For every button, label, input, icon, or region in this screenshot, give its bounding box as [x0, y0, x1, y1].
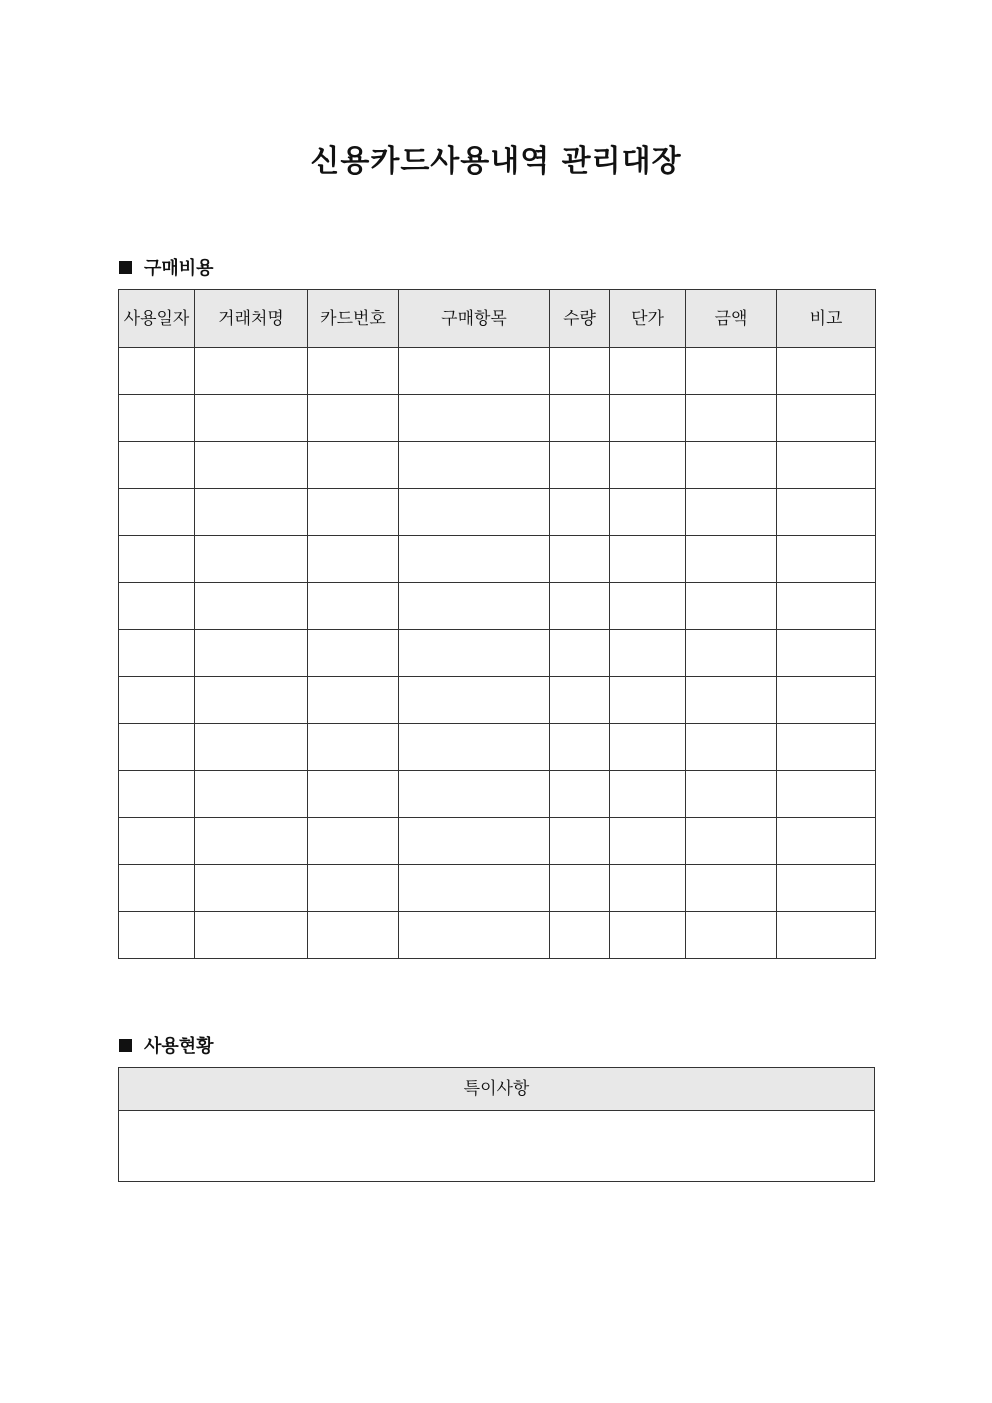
col-header-quantity: 수량	[550, 290, 610, 348]
cell-remarks[interactable]	[777, 677, 876, 724]
cell-card-number[interactable]	[308, 865, 399, 912]
purchase-section-heading	[119, 254, 214, 280]
status-header-row	[119, 1068, 875, 1111]
cell-quantity[interactable]	[550, 489, 610, 536]
cell-amount[interactable]	[686, 818, 777, 865]
cell-remarks[interactable]	[777, 724, 876, 771]
table-row	[119, 865, 876, 912]
col-header-date: 사용일자	[119, 290, 195, 348]
cell-card-number[interactable]	[308, 630, 399, 677]
table-row	[119, 771, 876, 818]
table-row	[119, 442, 876, 489]
cell-item[interactable]	[399, 724, 550, 771]
col-header-amount: 금액	[686, 290, 777, 348]
cell-item[interactable]	[399, 442, 550, 489]
cell-vendor[interactable]	[195, 677, 308, 724]
col-header-remarks: 비고	[777, 290, 876, 348]
cell-vendor[interactable]	[195, 348, 308, 395]
cell-quantity[interactable]	[550, 348, 610, 395]
cell-item[interactable]	[399, 536, 550, 583]
cell-card-number[interactable]	[308, 489, 399, 536]
cell-date[interactable]	[119, 677, 195, 724]
cell-date[interactable]	[119, 818, 195, 865]
cell-item[interactable]	[399, 677, 550, 724]
cell-vendor[interactable]	[195, 818, 308, 865]
cell-vendor[interactable]	[195, 536, 308, 583]
table-row	[119, 677, 876, 724]
cell-item[interactable]	[399, 630, 550, 677]
cell-vendor[interactable]	[195, 865, 308, 912]
cell-card-number[interactable]	[308, 348, 399, 395]
cell-card-number[interactable]	[308, 536, 399, 583]
cell-unit-price[interactable]	[610, 912, 686, 959]
cell-amount[interactable]	[686, 442, 777, 489]
table-row	[119, 536, 876, 583]
purchase-header-row	[119, 290, 876, 348]
cell-card-number[interactable]	[308, 677, 399, 724]
cell-date[interactable]	[119, 630, 195, 677]
cell-date[interactable]	[119, 724, 195, 771]
cell-amount[interactable]	[686, 348, 777, 395]
cell-date[interactable]	[119, 865, 195, 912]
status-table	[118, 1067, 875, 1182]
cell-date[interactable]	[119, 442, 195, 489]
cell-amount[interactable]	[686, 865, 777, 912]
cell-item[interactable]	[399, 583, 550, 630]
cell-remarks[interactable]	[777, 818, 876, 865]
cell-quantity[interactable]	[550, 442, 610, 489]
cell-unit-price[interactable]	[610, 583, 686, 630]
cell-amount[interactable]	[686, 677, 777, 724]
col-header-special-notes: 특이사항	[119, 1068, 875, 1111]
cell-unit-price[interactable]	[610, 630, 686, 677]
cell-quantity[interactable]	[550, 818, 610, 865]
cell-amount[interactable]	[686, 395, 777, 442]
cell-remarks[interactable]	[777, 630, 876, 677]
table-row	[119, 630, 876, 677]
cell-item[interactable]	[399, 348, 550, 395]
cell-remarks[interactable]	[777, 536, 876, 583]
cell-item[interactable]	[399, 865, 550, 912]
status-section-heading	[119, 1032, 214, 1058]
cell-date[interactable]	[119, 583, 195, 630]
cell-unit-price[interactable]	[610, 348, 686, 395]
cell-card-number[interactable]	[308, 771, 399, 818]
purchase-section-label: 구매비용	[144, 258, 214, 279]
cell-unit-price[interactable]	[610, 818, 686, 865]
table-row	[119, 724, 876, 771]
cell-card-number[interactable]	[308, 912, 399, 959]
cell-remarks[interactable]	[777, 348, 876, 395]
cell-vendor[interactable]	[195, 771, 308, 818]
cell-vendor[interactable]	[195, 630, 308, 677]
col-header-unit-price: 단가	[610, 290, 686, 348]
cell-vendor[interactable]	[195, 442, 308, 489]
cell-amount[interactable]	[686, 536, 777, 583]
cell-vendor[interactable]	[195, 583, 308, 630]
cell-quantity[interactable]	[550, 630, 610, 677]
cell-amount[interactable]	[686, 771, 777, 818]
cell-item[interactable]	[399, 818, 550, 865]
cell-vendor[interactable]	[195, 395, 308, 442]
cell-quantity[interactable]	[550, 912, 610, 959]
cell-item[interactable]	[399, 489, 550, 536]
status-section-label: 사용현황	[144, 1036, 214, 1057]
cell-amount[interactable]	[686, 724, 777, 771]
cell-quantity[interactable]	[550, 395, 610, 442]
cell-quantity[interactable]	[550, 536, 610, 583]
col-header-item: 구매항목	[399, 290, 550, 348]
cell-date[interactable]	[119, 489, 195, 536]
cell-quantity[interactable]	[550, 677, 610, 724]
cell-item[interactable]	[399, 395, 550, 442]
cell-date[interactable]	[119, 348, 195, 395]
page-title: 신용카드사용내역 관리대장	[310, 144, 682, 179]
cell-date[interactable]	[119, 912, 195, 959]
cell-unit-price[interactable]	[610, 771, 686, 818]
cell-date[interactable]	[119, 771, 195, 818]
table-row	[119, 818, 876, 865]
cell-remarks[interactable]	[777, 489, 876, 536]
cell-unit-price[interactable]	[610, 395, 686, 442]
cell-unit-price[interactable]	[610, 489, 686, 536]
cell-remarks[interactable]	[777, 442, 876, 489]
cell-vendor[interactable]	[195, 489, 308, 536]
cell-quantity[interactable]	[550, 865, 610, 912]
cell-vendor[interactable]	[195, 912, 308, 959]
cell-amount[interactable]	[686, 583, 777, 630]
cell-vendor[interactable]	[195, 724, 308, 771]
cell-quantity[interactable]	[550, 724, 610, 771]
cell-date[interactable]	[119, 536, 195, 583]
cell-card-number[interactable]	[308, 395, 399, 442]
purchase-table	[118, 289, 876, 959]
cell-unit-price[interactable]	[610, 724, 686, 771]
table-row	[119, 912, 876, 959]
cell-card-number[interactable]	[308, 724, 399, 771]
cell-unit-price[interactable]	[610, 677, 686, 724]
cell-quantity[interactable]	[550, 771, 610, 818]
special-notes-cell[interactable]	[119, 1111, 875, 1182]
cell-remarks[interactable]	[777, 395, 876, 442]
cell-card-number[interactable]	[308, 583, 399, 630]
cell-amount[interactable]	[686, 912, 777, 959]
cell-unit-price[interactable]	[610, 865, 686, 912]
table-row	[119, 583, 876, 630]
status-note-row	[119, 1111, 875, 1182]
cell-date[interactable]	[119, 395, 195, 442]
cell-item[interactable]	[399, 912, 550, 959]
cell-amount[interactable]	[686, 630, 777, 677]
cell-remarks[interactable]	[777, 865, 876, 912]
cell-item[interactable]	[399, 771, 550, 818]
table-row	[119, 395, 876, 442]
cell-unit-price[interactable]	[610, 442, 686, 489]
cell-card-number[interactable]	[308, 818, 399, 865]
square-bullet-icon	[119, 1039, 132, 1052]
cell-remarks[interactable]	[777, 583, 876, 630]
col-header-vendor: 거래처명	[195, 290, 308, 348]
cell-amount[interactable]	[686, 489, 777, 536]
table-row	[119, 489, 876, 536]
col-header-card-number: 카드번호	[308, 290, 399, 348]
cell-quantity[interactable]	[550, 583, 610, 630]
table-row	[119, 348, 876, 395]
cell-remarks[interactable]	[777, 771, 876, 818]
cell-card-number[interactable]	[308, 442, 399, 489]
square-bullet-icon	[119, 261, 132, 274]
cell-remarks[interactable]	[777, 912, 876, 959]
cell-unit-price[interactable]	[610, 536, 686, 583]
